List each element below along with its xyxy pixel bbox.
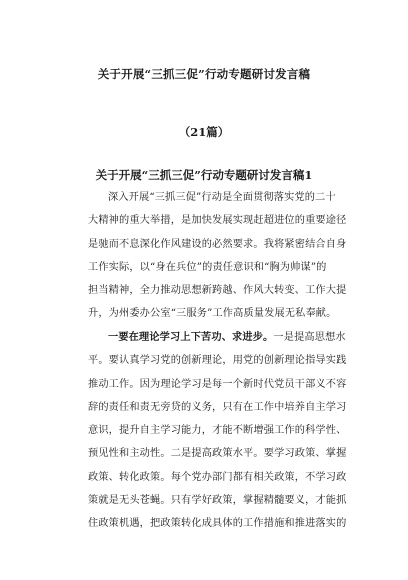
paragraph-theory-study: [88, 326, 347, 536]
paragraph-line: 意识，提升自主学习能力，才能不断增强工作的科学性、: [88, 425, 347, 437]
paragraph-heading-rest: 一是提高思想水: [273, 332, 346, 343]
paragraph-line: 策就是无头苍蝇。只有学好政策，掌握精髓要义，才能抓: [88, 495, 347, 507]
section-title: 关于开展“三抓三促”行动专题研讨发言稿1: [95, 168, 313, 182]
paragraph-line: 大精神的重大举措，是加快发展实现赶超进位的重要途径: [88, 215, 347, 227]
article-count: （21篇）: [178, 125, 230, 139]
document-title: 关于开展“三抓三促”行动专题研讨发言稿: [97, 67, 311, 81]
paragraph-line: 住政策机遇，把政策转化成具体的工作措施和推进落实的: [88, 518, 347, 530]
paragraph-heading: 一要在理论学习上下苦功、求进步。: [108, 331, 274, 343]
paragraph-line: 辞的责任和责无旁贷的义务，只有在工作中培养自主学习: [88, 401, 347, 413]
paragraph-line: 预见性和主动性。二是提高政策水平。要学习政策、掌握: [88, 448, 347, 460]
paragraph-line: 升，为州委办公室“三服务”工作高质量发展无私奉献。: [88, 308, 337, 320]
paragraph-line: 工作实际，以“身在兵位”的责任意识和“胸为帅谋”的: [88, 261, 327, 273]
paragraph-intro: [88, 186, 347, 326]
paragraph-line: 担当精神，全力推动思想新跨越、作风大转变、工作大提: [88, 285, 347, 297]
paragraph-line: 推动工作。因为理论学习是每一个新时代党员干部义不容: [88, 378, 347, 390]
paragraph-line: 平。要认真学习党的创新理论，用党的创新理论指导实践: [88, 355, 347, 367]
paragraph-line: 政策、转化政策。每个党办部门都有相关政策，不学习政: [88, 471, 347, 483]
paragraph-line: [88, 326, 346, 349]
paragraph-line: 深入开展“三抓三促”行动是全面贯彻落实党的二十: [108, 192, 336, 203]
paragraph-line: 是驰而不息深化作风建设的必然要求。我将紧密结合自身: [88, 238, 347, 250]
